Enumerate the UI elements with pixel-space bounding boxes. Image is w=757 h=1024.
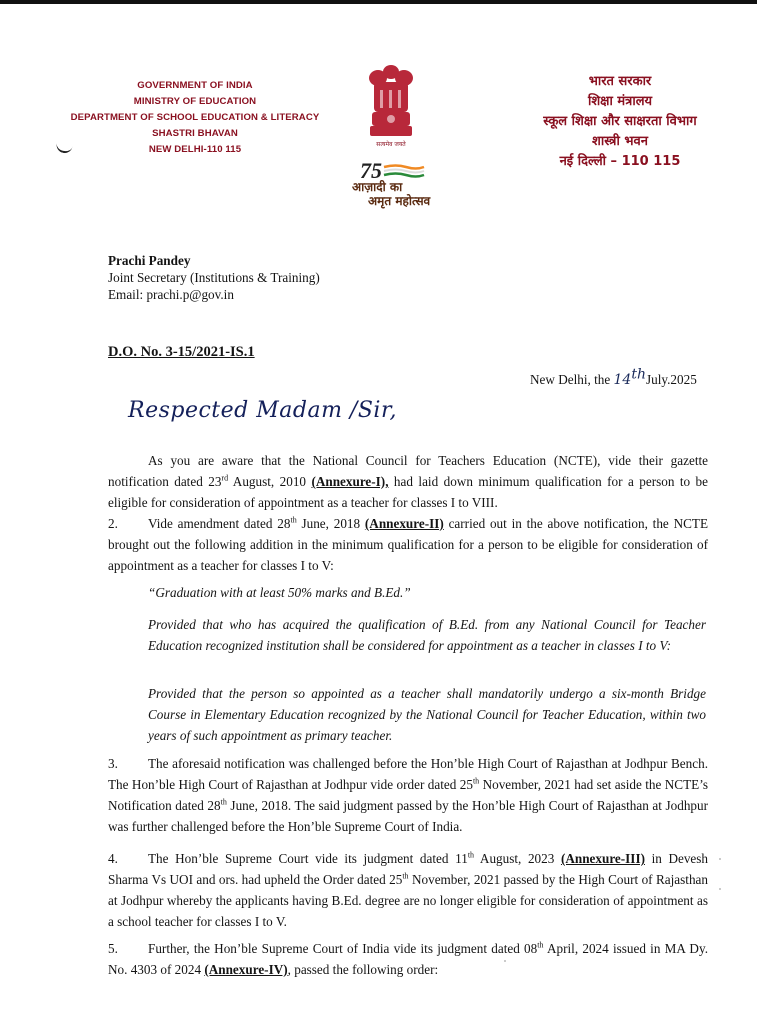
letterhead-line: SHASTRI BHAVAN xyxy=(152,128,238,139)
letterhead-hindi-line: शिक्षा मंत्रालय xyxy=(587,94,653,109)
annexure-i-link: (Annexure-I), xyxy=(311,474,389,489)
para-number: 5. xyxy=(108,941,118,956)
p5-text: April, 2024 issued in MA Dy. No. 4303 of 2024 xyxy=(108,941,708,977)
annexure-ii-link: (Annexure-II) xyxy=(364,516,444,531)
p2-sup: th xyxy=(290,515,297,525)
do-number: D.O. No. 3-15/2021-IS.1 xyxy=(108,344,255,360)
p1-text: As you are aware that the National Council for Teachers Education (NCTE), vide their gazette notification dated 23 xyxy=(108,453,708,489)
para-number: 3. xyxy=(108,756,118,771)
p1-text: August, 2010 xyxy=(228,474,312,489)
paragraph-1 xyxy=(108,450,708,513)
annexure-iii-link: (Annexure-III) xyxy=(560,851,645,866)
letterhead-line: NEW DELHI-110 115 xyxy=(148,144,242,155)
p5-sup: th xyxy=(537,940,544,950)
p4-text: November, 2021 passed by the High Court of Rajasthan at Jodhpur whereby the applicants having B.Ed. degree are no longer eligible for consideration of appointment as a school teacher for classes I to V. xyxy=(108,872,708,929)
paragraph-3 xyxy=(108,753,708,837)
p1-sup: rd xyxy=(221,473,229,483)
azadi-75-text: 75 xyxy=(360,158,382,183)
p4-text: The Hon’ble Supreme Court vide its judgment dated 11 xyxy=(148,851,468,866)
date-day-handwritten: 14 xyxy=(613,372,632,388)
letterhead-hindi-line: स्कूल शिक्षा और साक्षरता विभाग xyxy=(543,114,697,129)
p4-text: in Devesh Sharma Vs UOI and ors. had upheld the Order dated 25 xyxy=(108,851,709,887)
paragraph-4 xyxy=(108,848,708,932)
scan-top-border xyxy=(0,0,757,4)
letterhead-line: MINISTRY OF EDUCATION xyxy=(133,96,257,107)
letterhead-english xyxy=(40,78,350,158)
tricolor-flag-icon xyxy=(382,164,426,178)
scan-speck xyxy=(719,858,721,860)
p4-text: August, 2023 xyxy=(474,851,561,866)
p3-sup: th xyxy=(220,797,227,807)
letterhead-hindi-line: शास्त्री भवन xyxy=(592,134,648,149)
p4-sup: th xyxy=(402,871,409,881)
national-emblem-icon xyxy=(362,62,420,152)
paragraph-2 xyxy=(108,513,708,576)
sender-name: Prachi Pandey xyxy=(108,253,191,268)
para-number: 2. xyxy=(108,516,118,531)
letterhead-line: GOVERNMENT OF INDIA xyxy=(137,80,253,91)
quote-proviso-2: Provided that the person so appointed as a teacher shall mandatorily undergo a six-month Bridge Course in Elementary Education recognized by the National Council for Teacher Education, within two years of such appointment as primary teacher. xyxy=(148,686,706,743)
azadi-line2: अमृत महोत्सव xyxy=(368,194,431,208)
letter-date xyxy=(530,366,697,388)
date-day-suffix: th xyxy=(631,366,646,383)
p2-text: June, 2018 xyxy=(296,516,365,531)
sender-block xyxy=(108,252,320,303)
p5-text: , passed the following order: xyxy=(287,962,439,977)
azadi-line1: आज़ादी का xyxy=(352,180,403,194)
date-month-year: July.2025 xyxy=(645,372,697,387)
p3-text: November, 2021 had set aside the NCTE’s Notification dated 28 xyxy=(108,777,708,813)
p2-text: carried out in the above notification, the NCTE brought out the following addition in the minimum qualification for a person to be eligible for consideration of appointment as a teacher for classes I to V: xyxy=(108,516,708,573)
letterhead-hindi-line: नई दिल्ली – 110 115 xyxy=(559,154,681,169)
svg-text:सत्यमेव जयते: सत्यमेव जयते xyxy=(376,141,406,148)
quote-graduation: “Graduation with at least 50% marks and B.Ed.” xyxy=(148,585,411,600)
p3-sup: th xyxy=(472,776,480,786)
azadi-ka-amrit-mahotsav-logo xyxy=(348,158,458,208)
sender-designation: Joint Secretary (Institutions & Training) xyxy=(108,270,320,285)
p3-text: June, 2018. The said judgment passed by the Hon’ble High Court of Rajasthan at Jodhpur was further challenged before the Hon’ble Supreme Court of India. xyxy=(108,798,709,834)
letterhead-line: DEPARTMENT OF SCHOOL EDUCATION & LITERACY xyxy=(70,112,320,123)
p3-text: The aforesaid notification was challenged before the Hon’ble High Court of Rajasthan at Jodhpur Bench. The Hon’ble High Court of Rajasthan at Jodhpur vide order dated 25 xyxy=(108,756,708,792)
annexure-iv-link: (Annexure-IV) xyxy=(204,962,288,977)
paragraph-5 xyxy=(108,938,708,980)
scan-speck xyxy=(504,960,506,962)
letterhead-hindi-line: भारत सरकार xyxy=(588,74,652,89)
p5-text: Further, the Hon’ble Supreme Court of India vide its judgment dated 08 xyxy=(148,941,538,956)
p2-text: Vide amendment dated 28 xyxy=(148,516,291,531)
letterhead-hindi xyxy=(495,72,745,172)
p4-sup: th xyxy=(467,850,475,860)
date-prefix: New Delhi, the xyxy=(530,372,614,387)
p1-text: had laid down minimum qualification for a person to be eligible for consideration of appointment as a teacher for classes I to VIII. xyxy=(108,474,709,510)
quote-proviso-1: Provided that who has acquired the qualification of B.Ed. from any National Council for Teacher Education recognized institution shall be considered for appointment as a teacher in classes I to V: xyxy=(148,617,706,653)
sender-email: Email: prachi.p@gov.in xyxy=(108,287,234,302)
para-number: 4. xyxy=(108,851,118,866)
salutation-handwritten: Respected Madam /Sir, xyxy=(128,398,398,423)
scan-speck xyxy=(719,888,721,890)
